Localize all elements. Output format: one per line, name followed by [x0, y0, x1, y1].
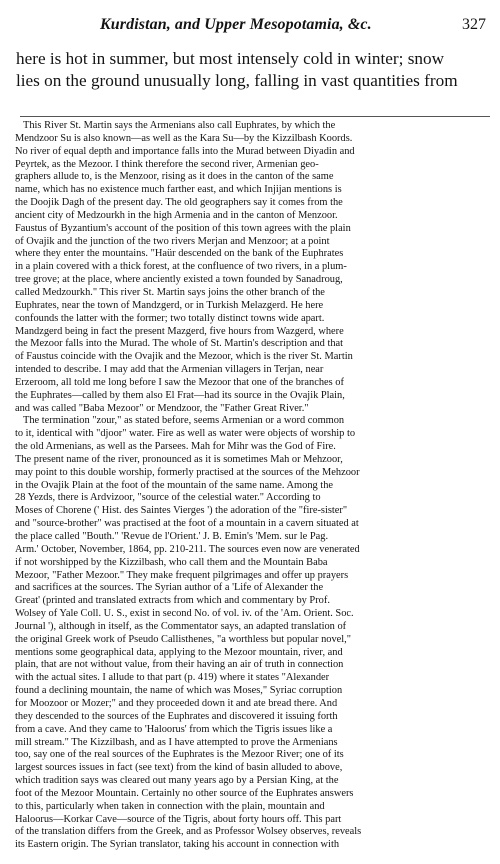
running-title: Kurdistan, and Upper Mesopotamia, &c.	[100, 16, 372, 33]
footnote-line: they descended to the sources of the Euphrates and discovered it issuing forth	[15, 710, 338, 722]
footnote-line: found a declining mountain, the name of which was Moses," Syriac corruption	[15, 685, 343, 697]
footnote-line: the old Armenians, as well as the Parsees. Mah for Mihr was the God of Fire.	[15, 441, 336, 453]
footnote-line: Mandzgerd being in fact the present Mazgerd, five hours from Wazgerd, where	[15, 325, 344, 337]
footnote-line: where they enter the mountains. "Haür descended on the bank of the Euphrates	[15, 248, 344, 260]
footnote-line: 28 Yezds, there is Ardvizoor, "source of the celestial water." According to	[15, 492, 321, 504]
footnote-line: of Faustus coincide with the Ovajik and the Mezoor, which is the river St. Martin	[15, 351, 353, 363]
footnote-line: and was called "Baba Mezoor" or Mendzoor, the "Father Great River."	[15, 402, 309, 414]
footnote-line: mill stream." The Kizzilbash, and as I have attempted to prove the Armenians	[15, 736, 338, 748]
footnote-line: called Medzourkh." This river St. Martin says joins the other branch of the	[15, 286, 325, 298]
footnote-line: for Moozoor or Mozer;" and they proceeded down it and ate bread there. And	[15, 697, 338, 709]
footnote-line: largest sources issues in fact (see text) from the kind of basin alluded to above,	[15, 762, 343, 774]
footnote-line: the Doojik Dagh of the present day. The old geographers say it comes from the	[15, 197, 343, 209]
footnote-line: Mendzoor Su is also known—as well as the Kara Su—by the Kizzilbash Koords.	[15, 132, 353, 144]
footnote-line: and sacrifices at the sources. The Syrian author of a 'Life of Alexander the	[15, 582, 324, 594]
footnote-line: the place called "Bouth." 'Revue de l'Orient.' J. B. Emin's 'Mem. sur le Pag.	[15, 531, 329, 542]
footnote-line: to this, particularly when taken in connection with the plain, mountain and	[15, 800, 325, 812]
footnote-line: confounds the latter with the former; two totally distinct towns wide apart.	[15, 312, 325, 324]
page-number: 327	[462, 16, 486, 33]
footnote-line: foot of the Mezoor Mountain. Certainly no other source of the Euphrates answers	[15, 787, 354, 799]
footnote-line: in a plain covered with a thick forest, at the confluence of two rivers, in a plum-	[15, 261, 347, 273]
footnote-line: Euphrates, near the town of Mandzgerd, or in Turkish Melazgerd. He here	[15, 299, 324, 311]
footnote-line: mentions some geographical data, applying to the Mezoor mountain, river, and	[15, 646, 343, 658]
footnote-line: name, which has no existence much farther east, and which Injijan mentions is	[15, 184, 342, 196]
footnote-line: which tradition says was cleared out many years ago by a Persian King, at the	[15, 775, 339, 787]
footnote-line: the Euphrates—called by them also El Frat—had its source in the Ovajik Plain,	[15, 389, 345, 401]
footnote-line: plain, that are not without value, from their having an air of truth in connection	[15, 659, 344, 671]
footnote-line: Great' (printed and translated extracts from which and commentary by Prof.	[15, 595, 330, 607]
footnote-line: graphers allude to, is the Menzoor, rising as it does in the canton of the same	[15, 171, 334, 183]
footnote-line: and "source-brother" was practised at the foot of a mountain in a cavern situated at	[15, 518, 359, 530]
footnote-line: the original Greek work of Pseudo Callisthenes, "a worthless but popular novel,"	[15, 633, 352, 645]
footnote-line: Peyrtek, as the Mezoor. I think therefore the second river, Armenian geo-	[15, 158, 319, 170]
footnote-line: Erzeroom, all told me long before I saw the Mezoor that one of the branches of	[15, 376, 344, 388]
footnote-line: The termination "zour," as stated before, seems Armenian or a word common	[23, 415, 345, 427]
footnote-line: Haloorus—Korkar Cave—source of the Tigris, about forty hours off. This part	[15, 813, 342, 825]
footnote-line: Faustus of Byzantium's account of the position of this town agrees with the plain	[15, 222, 351, 234]
footnote-line: Journal '), although in itself, as the Commentator says, an adapted translation of	[15, 620, 347, 632]
footnote-line: This River St. Martin says the Armenians also call Euphrates, by which the	[23, 120, 336, 131]
page-header	[0, 16, 500, 38]
footnote-line: the Mezoor falls into the Murad. The whole of St. Martin's description and that	[15, 338, 344, 350]
footnote-line: Arm.' October, November, 1864, pp. 210-211. The sources even now are venerated	[15, 543, 360, 555]
footnote-line: in the Ovajik Plain at the foot of the mountain of the same name. Among the	[15, 479, 333, 491]
footnote-line: of the translation differs from the Greek, and as Professor Wolsey observes, reveals	[15, 826, 362, 838]
footnote-line: intended to describe. I may add that the Armenian villagers in Terjan, near	[15, 364, 324, 376]
footnote-divider	[20, 116, 490, 117]
footnote-line: too, say one of the real sources of the Euphrates is the Mezoor River; one of its	[15, 749, 344, 761]
footnote	[15, 120, 493, 852]
footnote-line: The present name of the river, pronounced as it is sometimes Mah or Mehzoor,	[15, 453, 343, 465]
footnote-line: Mezoor, "Father Mezoor." They make frequent pilgrimages and offer up prayers	[15, 569, 349, 581]
main-text-line: here is hot in summer, but most intensely cold in winter; snow	[16, 49, 444, 68]
footnote-line: Wolsey of Yale Coll. U. S., exist in second No. of vol. iv. of the 'Am. Orient. Soc.	[15, 608, 354, 620]
footnote-line: to it, identical with "djoor" water. Fire as well as water were objects of worship to	[15, 428, 356, 440]
footnote-line: of Ovajik and the junction of the two rivers Merjan and Menzoor; at a point	[15, 235, 330, 247]
footnote-line: No river of equal depth and importance falls into the Murad between Diyadin and	[15, 145, 355, 157]
footnote-line: ancient city of Medzourkh in the high Armenia and in the canton of Menzoor.	[15, 209, 338, 221]
footnote-line: its Eastern origin. The Syrian translator, taking his account in connection with	[15, 839, 340, 851]
footnote-line: may point to this double worship, formerly practised at the sources of the Mehzoor	[15, 466, 360, 478]
footnote-line: Moses of Chorene (' Hist. des Saintes Vierges ') the adoration of the "fire-sister"	[15, 505, 348, 517]
main-text-line: lies on the ground unusually long, falling in vast quantities from	[16, 71, 458, 90]
footnote-line: if not worshipped by the Kizzilbash, who call them and the Mountain Baba	[15, 556, 328, 568]
footnote-line: from a cave. And they came to 'Haloorus' from which the Tigris issues like a	[15, 723, 333, 735]
footnote-line: tree grove; at the place, where anciently existed a town founded by Sanadroug,	[15, 274, 343, 286]
main-text	[16, 48, 492, 92]
footnote-line: with the actual sites. I allude to that part (p. 419) where it states "Alexander	[15, 672, 330, 684]
